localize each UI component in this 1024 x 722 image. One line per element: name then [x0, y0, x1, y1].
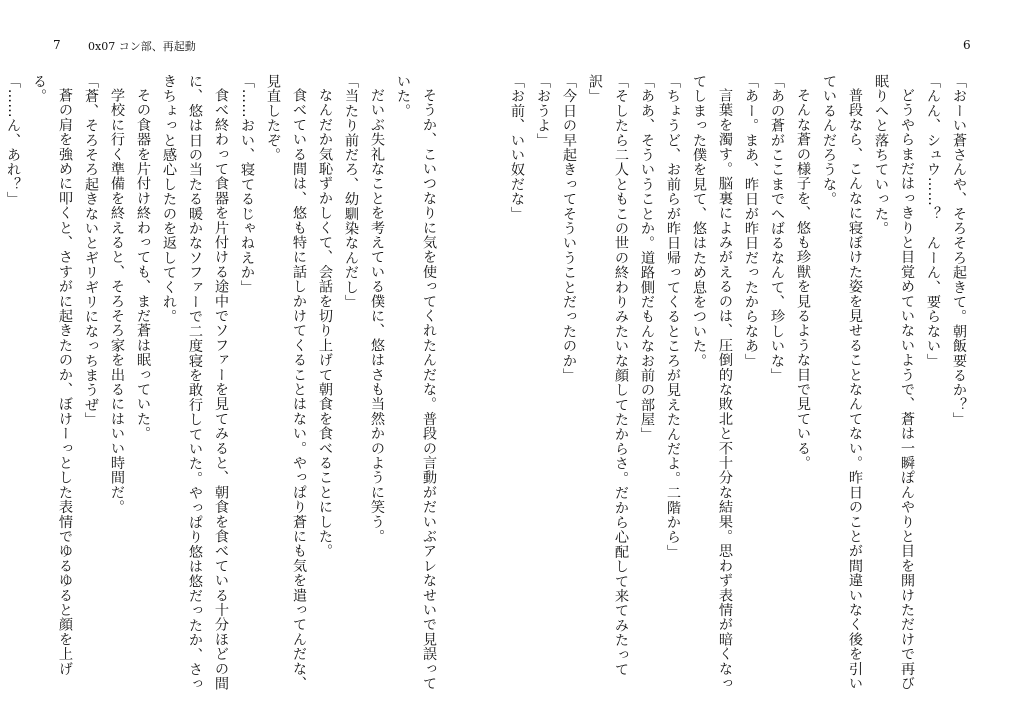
paragraph: 「お前、いい奴だな」 [509, 74, 525, 221]
paragraph: そうか、こいつなりに気を使ってくれたんだな。普段の言動がだいぶアレなせいで見誤っていた。 [395, 74, 437, 691]
paragraph: 「……ん、あれ？」 [5, 74, 21, 207]
paragraph: 「ああ、そういうことか。道路側だもんなお前の部屋」 [639, 74, 655, 442]
paragraph: 蒼の肩を強めに叩くと、さすがに起きたのか、ぼけーっとした表情でゆるゆると顔を上げる。 [31, 74, 73, 677]
paragraph: 「ちょうど、お前らが昨日帰ってくるところが見えたんだよ。二階から」 [665, 74, 681, 560]
paragraph: どうやらまだはっきりと目覚めていないようで、蒼は一瞬ぽんやりと目を開けただけで再び眠りへと落ちていった。 [873, 74, 915, 691]
page-number-left: 7 [53, 38, 61, 52]
paragraph: 「そしたら二人ともこの世の終わりみたいな顔してたからさ。だから心配して来てみたって訳」 [587, 74, 629, 677]
right-page-text [509, 74, 972, 694]
paragraph: そんな蒼の様子を、悠も珍獣を見るような目で見ている。 [795, 88, 811, 471]
paragraph: なんだか気恥ずかしくて、会話を切り上げて朝食を食べることにした。 [317, 88, 333, 559]
paragraph: 「あー。まあ、昨日が昨日だったからなあ」 [743, 74, 759, 368]
paragraph: 「蒼、そろそろ起きないとギリギリになっちまうぜ」 [83, 74, 99, 427]
paragraph: 「あの蒼がここまでへばるなんて、珍しいな」 [769, 74, 785, 383]
paragraph: 普段なら、こんなに寝ぼけた姿を見せることなんてない。昨日のことが間違いなく後を引いているんだろうな。 [821, 74, 863, 691]
paragraph: 「……おい、寝てるじゃねえか」 [239, 74, 255, 295]
paragraph: 「おーい蒼さんや、そろそろ起きて。朝飯要るか？」 [951, 74, 967, 427]
paragraph: 言葉を濁す。脳裏によみがえるのは、圧倒的な敗北と不十分な結果。思わず表情が暗くなってしまった僕を見て、悠はため息をついた。 [691, 74, 733, 691]
paragraph: 「今日の早起きってそういうことだったのか」 [561, 74, 577, 383]
running-head: 0x07 コン部、再起動 [88, 40, 196, 53]
paragraph: 食べ終わって食器を片付ける途中でソファーを見てみると、朝食を食べている十分ほどの間に、悠は日の当たる暖かなソファーで二度寝を敢行していた。やっぱり悠は悠だったか、さっきちょっと感心したのを返してくれ。 [161, 74, 229, 692]
paragraph: 学校に行く準備を終えると、そろそろ家を出るにはいい時間だ。 [109, 88, 125, 515]
paragraph: 食べている間は、悠も特に話しかけてくることはない。やっぱり蒼にも気を遣ってんだな、見直したぞ。 [265, 74, 307, 691]
paragraph: 「当たり前だろ、幼馴染なんだし」 [343, 74, 359, 310]
paragraph: 「おうよ」 [535, 74, 551, 148]
paragraph: だいぶ失礼なことを考えている僕に、悠はさも当然かのように笑う。 [369, 88, 385, 544]
paragraph: その食器を片付け終わっても、まだ蒼は眠っていた。 [135, 88, 151, 441]
page-number-right: 6 [963, 38, 971, 52]
paragraph: 「んん、シュウ……？ んーん、要らない」 [925, 74, 941, 368]
left-page-text [5, 74, 442, 694]
